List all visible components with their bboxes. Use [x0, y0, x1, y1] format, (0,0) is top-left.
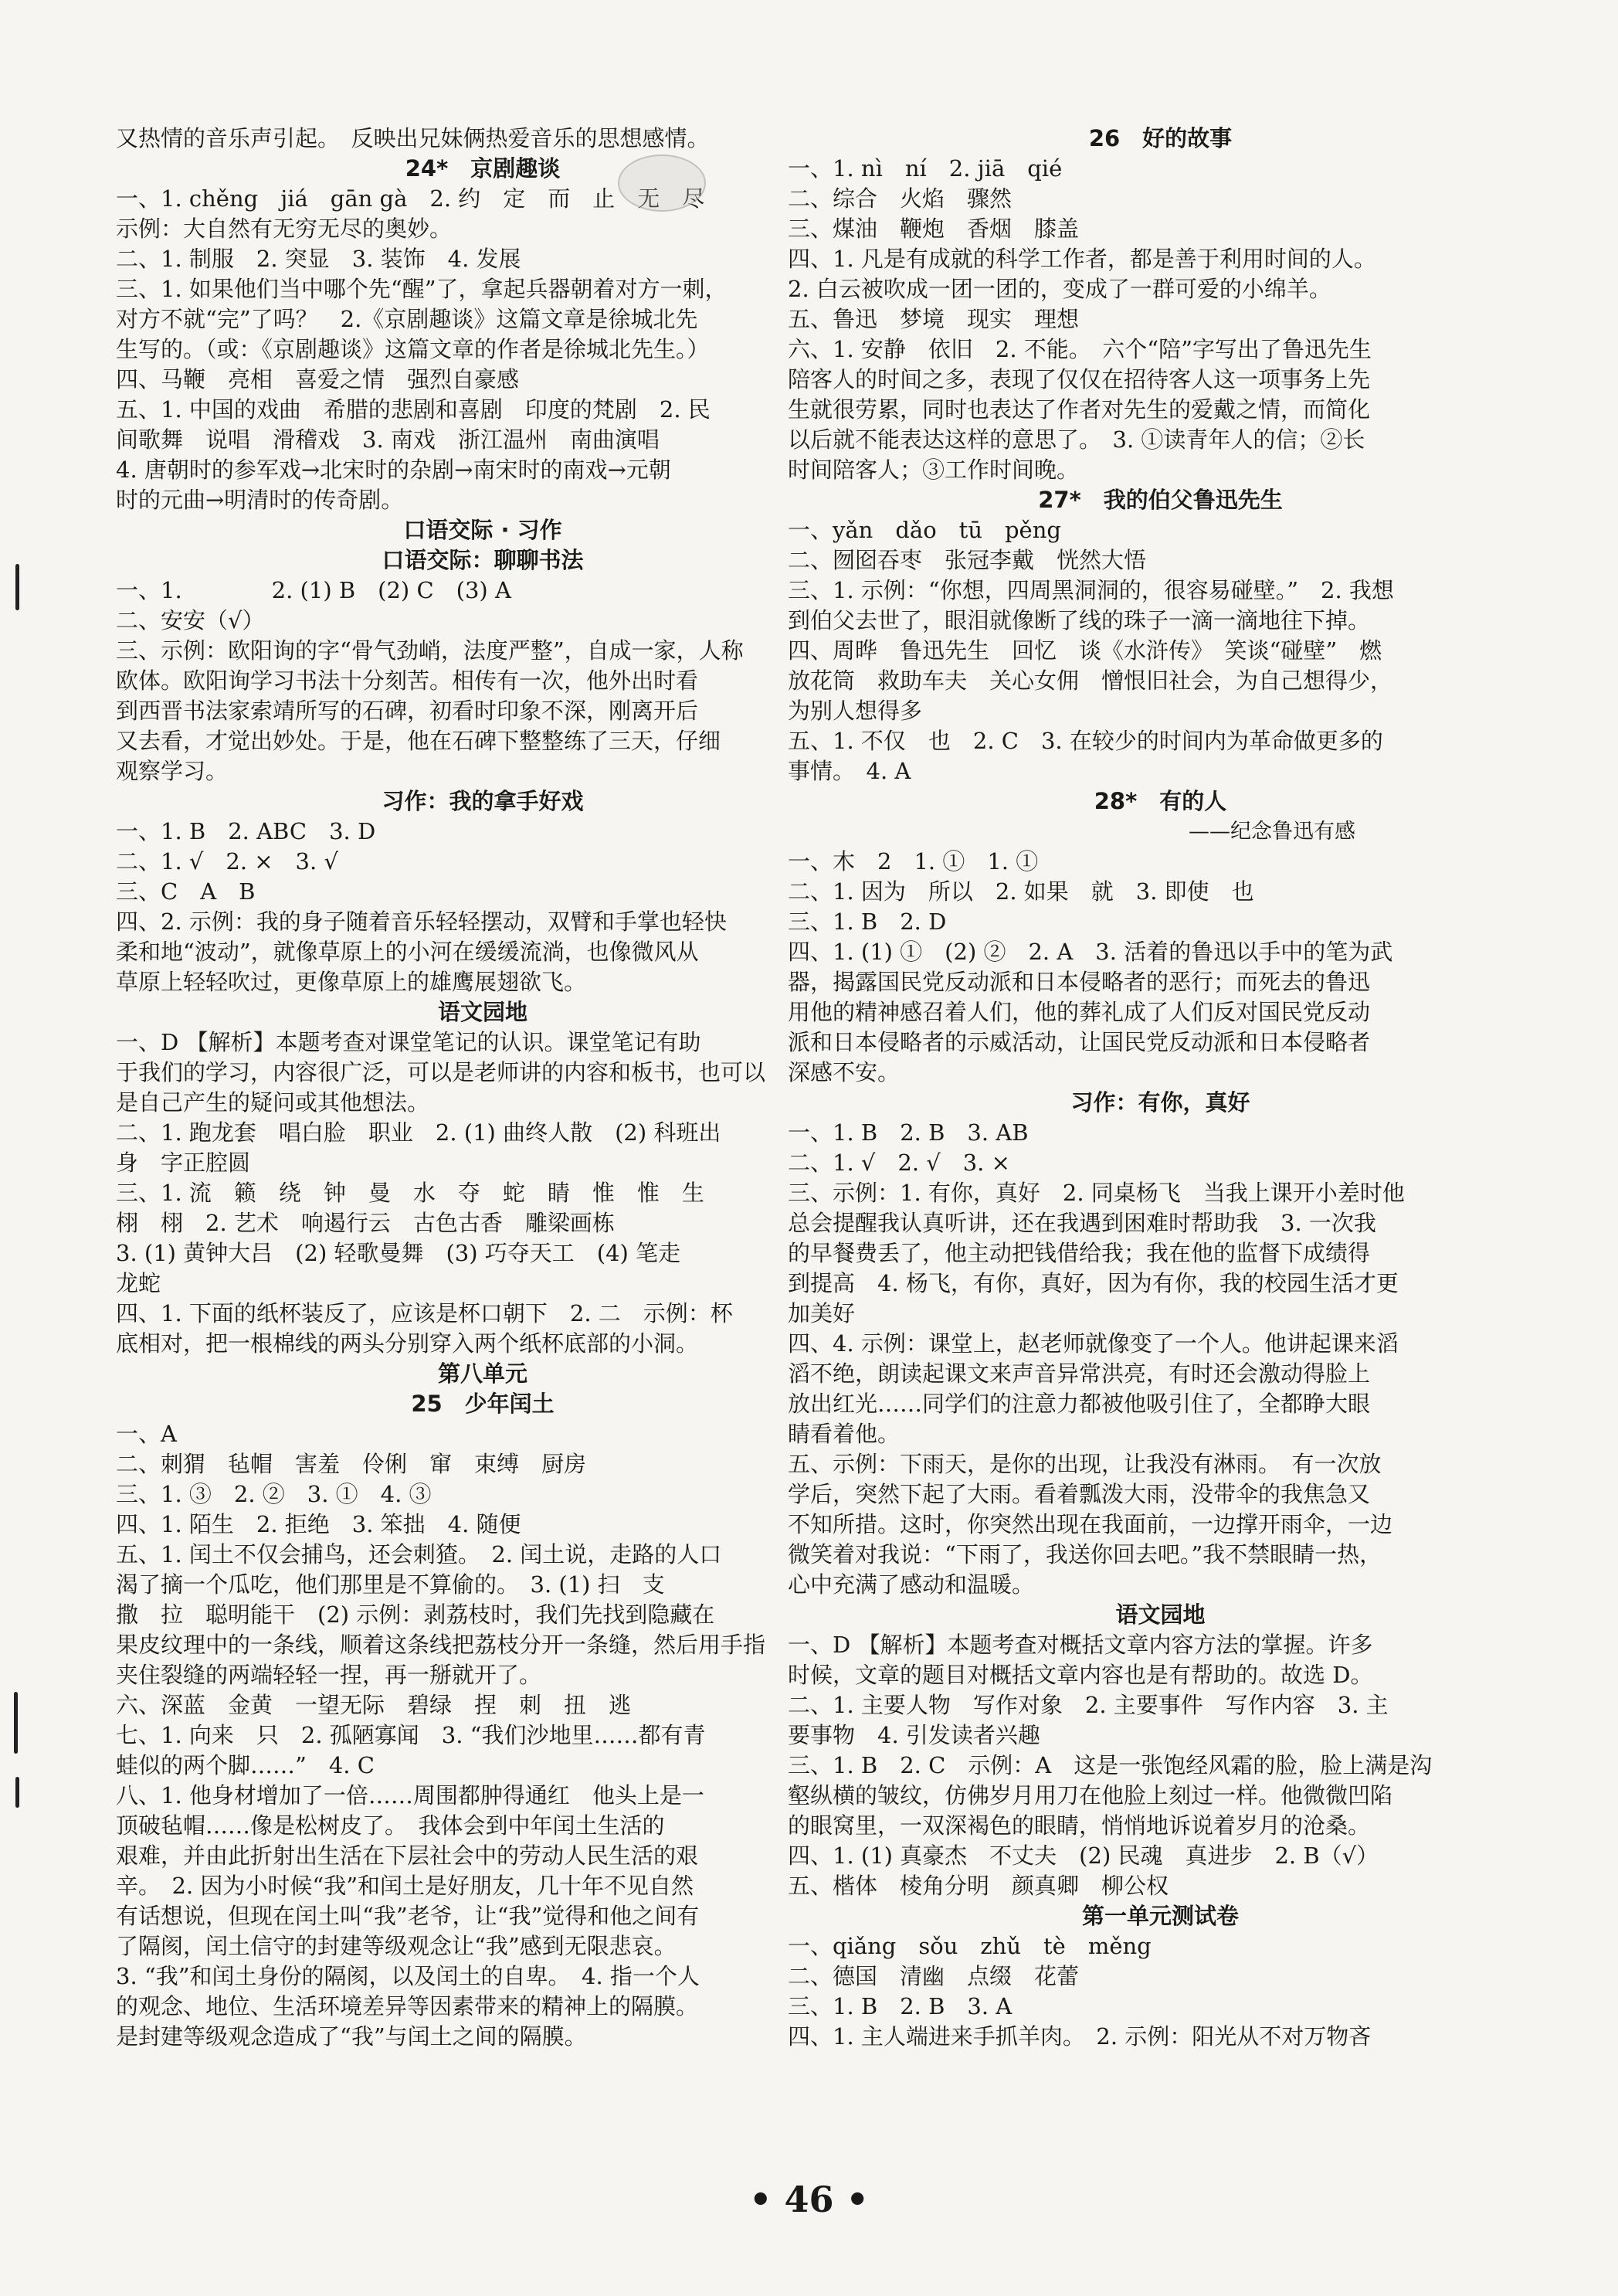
answer-line: 对方不就“完”了吗？ 2.《京剧趣谈》这篇文章是徐城北先: [116, 306, 698, 332]
answer-line: 五、1. 中国的戏曲 希腊的悲剧和喜剧 印度的梵剧 2. 民: [116, 396, 711, 423]
answer-line: 五、楷体 棱角分明 颜真卿 柳公权: [788, 1873, 1169, 1899]
answer-line: 三、C A B: [116, 878, 256, 905]
answer-line: 一、A: [116, 1421, 177, 1447]
page-number: • 46 •: [749, 2179, 869, 2220]
answer-line: 三、1. 流 籁 绕 钟 曼 水 夺 蛇 睛 惟 惟 生: [116, 1180, 704, 1206]
answer-line: 生写的。（或：《京剧趣谈》这篇文章的作者是徐城北先生。）: [116, 336, 710, 362]
answer-line: 四、1. 下面的纸杯装反了，应该是杯口朝下 2. 二 示例：杯: [116, 1300, 733, 1326]
answer-line: 睛看着他。: [788, 1421, 901, 1447]
answer-line: 微笑着对我说：“下雨了，我送你回去吧。”我不禁眼睛一热，: [788, 1541, 1382, 1567]
answer-line: 夹住裂缝的两端轻轻一捏，再一掰就开了。: [116, 1662, 542, 1688]
answer-line: 用他的精神感召着人们，他的葬礼成了人们反对国民党反动: [788, 999, 1371, 1025]
answer-line: 一、qiǎng sǒu zhǔ tè měng: [788, 1933, 1152, 1959]
answer-line: 四、马鞭 亮相 喜爱之情 强烈自豪感: [116, 366, 520, 392]
answer-line: 六、深蓝 金黄 一望无际 碧绿 捏 刺 扭 逃: [116, 1692, 632, 1718]
answer-line: 渴了摘一个瓜吃，他们那里是不算偷的。 3. (1) 扫 支: [116, 1571, 665, 1598]
answer-line: 三、1. ③ 2. ② 3. ① 4. ③: [116, 1481, 432, 1507]
answer-line: 二、1. 主要人物 写作对象 2. 主要事件 写作内容 3. 主: [788, 1692, 1389, 1718]
answer-line: 二、1. √ 2. × 3. √: [116, 848, 338, 875]
answer-line: 深感不安。: [788, 1059, 901, 1085]
answer-line: 学后，突然下起了大雨。看着瓢泼大雨，没带伞的我焦急又: [788, 1481, 1371, 1507]
answer-line: 间歌舞 说唱 滑稽戏 3. 南戏 浙江温州 南曲演唱: [116, 426, 660, 453]
answer-line: 一、1. chěng jiá gān gà 2. 约 定 而 止 无 尽: [116, 185, 705, 212]
answer-line: 一、1. B 2. ABC 3. D: [116, 818, 376, 844]
answer-line: 派和日本侵略者的示威活动，让国民党反动派和日本侵略者: [788, 1029, 1371, 1055]
answer-line: 加美好: [788, 1300, 856, 1326]
answer-line: 三、1. 如果他们当中哪个先“醒”了，拿起兵器朝着对方一刺，: [116, 276, 728, 302]
answer-line: 三、1. B 2. B 3. A: [788, 1993, 1013, 2019]
answer-line: 柔和地“波动”，就像草原上的小河在缓缓流淌，也像微风从: [116, 939, 699, 965]
scan-mark: [15, 1777, 19, 1808]
answer-line: 又热情的音乐声引起。 反映出兄妹俩热爱音乐的思想感情。: [116, 125, 710, 151]
section-heading: 28* 有的人: [1094, 788, 1227, 814]
answer-line: 到西晋书法家索靖所写的石碑，初看时印象不深，刚离开后: [116, 698, 699, 724]
answer-line: 龙蛇: [116, 1270, 161, 1296]
answer-line: 二、1. √ 2. √ 3. ×: [788, 1150, 1010, 1176]
right-column: [788, 124, 1533, 2052]
answer-line: 4. 唐朝时的参军戏→北宋时的杂剧→南宋时的南戏→元朝: [116, 457, 671, 483]
answer-line: 一、1. nì ní 2. jiā qié: [788, 155, 1063, 182]
section-heading: 25 少年闰土: [411, 1391, 555, 1417]
section-heading: 27* 我的伯父鲁迅先生: [1038, 487, 1283, 513]
answer-line: 滔不绝，朗读起课文来声音异常洪亮，有时还会激动得脸上: [788, 1360, 1371, 1387]
answer-line: 一、木 2 1. ① 1. ①: [788, 848, 1039, 875]
answer-line: 三、示例：1. 有你，真好 2. 同桌杨飞 当我上课开小差时他: [788, 1180, 1405, 1206]
answer-line: 的眼窝里，一双深褐色的眼睛，悄悄地诉说着岁月的沧桑。: [788, 1812, 1371, 1839]
answer-line: 3. “我”和闰土身份的隔阂，以及闰土的自卑。 4. 指一个人: [116, 1963, 700, 1989]
section-heading: 习作：我的拿手好戏: [382, 788, 584, 814]
answer-line: 四、1. 凡是有成就的科学工作者，都是善于利用时间的人。: [788, 246, 1376, 272]
answer-line: 艰难，并由此折射出生活在下层社会中的劳动人民生活的艰: [116, 1843, 699, 1869]
answer-line: 又去看，才觉出妙处。于是，他在石碑下整整练了三天，仔细: [116, 728, 721, 754]
answer-line: 蛙似的两个脚……” 4. C: [116, 1752, 375, 1778]
answer-line: 四、2. 示例：我的身子随着音乐轻轻摆动，双臂和手掌也轻快: [116, 909, 727, 935]
answer-line: 以后就不能表达这样的意思了。 3. ①读青年人的信；②长: [788, 426, 1365, 453]
answer-line: 三、1. B 2. D: [788, 909, 947, 935]
answer-line: 二、刺猬 毡帽 害羞 伶俐 窜 束缚 厨房: [116, 1451, 587, 1477]
section-heading: 第一单元测试卷: [1081, 1903, 1239, 1929]
answer-line: 五、1. 闰土不仅会捕鸟，还会刺猹。 2. 闰土说，走路的人口: [116, 1541, 722, 1567]
answer-line: 四、1. 主人端进来手抓羊肉。 2. 示例：阳光从不对万物吝: [788, 2023, 1372, 2050]
answer-line: 四、1. (1) 真豪杰 不丈夫 (2) 民魂 真进步 2. B（√）: [788, 1843, 1379, 1869]
answer-line: 二、囫囵吞枣 张冠李戴 恍然大悟: [788, 547, 1147, 573]
answer-line: 的早餐费丢了，他主动把钱借给我；我在他的监督下成绩得: [788, 1240, 1371, 1266]
answer-line: 一、yǎn dǎo tū pěng: [788, 517, 1061, 543]
section-heading: 口语交际：聊聊书法: [382, 547, 584, 573]
answer-line: 为别人想得多: [788, 698, 923, 724]
answer-line: 五、鲁迅 梦境 现实 理想: [788, 306, 1080, 332]
answer-line: 果皮纹理中的一条线，顺着这条线把荔枝分开一条缝，然后用手指: [116, 1632, 766, 1658]
answer-line: 底相对，把一根棉线的两头分别穿入两个纸杯底部的小洞。: [116, 1330, 699, 1357]
answer-line: 是自己产生的疑问或其他想法。: [116, 1089, 430, 1116]
answer-line: 五、1. 不仅 也 2. C 3. 在较少的时间内为革命做更多的: [788, 728, 1383, 754]
answer-line: 二、德国 清幽 点缀 花蕾: [788, 1963, 1080, 1989]
answer-line: 放出红光……同学们的注意力都被他吸引住了，全都睁大眼: [788, 1391, 1371, 1417]
answer-line: 五、示例：下雨天，是你的出现，让我没有淋雨。 有一次放: [788, 1451, 1382, 1477]
answer-line: 时间陪客人；③工作时间晚。: [788, 457, 1080, 483]
answer-line: 了隔阂，闰土信守的封建等级观念让“我”感到无限悲哀。: [116, 1933, 677, 1959]
answer-line: 一、D 【解析】本题考查对概括文章内容方法的掌握。许多: [788, 1632, 1373, 1658]
answer-line: 到提高 4. 杨飞，有你，真好，因为有你，我的校园生活才更: [788, 1270, 1399, 1296]
watermark-stamp: [618, 155, 706, 212]
answer-line: 要事物 4. 引发读者兴趣: [788, 1722, 1040, 1748]
answer-line: 四、4. 示例：课堂上，赵老师就像变了一个人。他讲起课来滔: [788, 1330, 1399, 1357]
answer-line: 栩 栩 2. 艺术 响遏行云 古色古香 雕梁画栋: [116, 1210, 615, 1236]
answer-line: 三、1. 示例：“你想，四周黑洞洞的，很容易碰壁。” 2. 我想: [788, 577, 1394, 603]
answer-line: 二、1. 制服 2. 突显 3. 装饰 4. 发展: [116, 246, 521, 272]
answer-line: 示例：大自然有无穷无尽的奥妙。: [116, 216, 453, 242]
answer-line: 总会提醒我认真听讲，还在我遇到困难时帮助我 3. 一次我: [788, 1210, 1376, 1236]
answer-line: 于我们的学习，内容很广泛，可以是老师讲的内容和板书，也可以: [116, 1059, 766, 1085]
answer-line: 撒 拉 聪明能干 (2) 示例：剥荔枝时，我们先找到隐藏在: [116, 1601, 715, 1628]
answer-line: 四、1. (1) ① (2) ② 2. A 3. 活着的鲁迅以手中的笔为武: [788, 939, 1393, 965]
answer-line: 三、煤油 鞭炮 香烟 膝盖: [788, 216, 1080, 242]
answer-line: 草原上轻轻吹过，更像草原上的雄鹰展翅欲飞。: [116, 969, 587, 995]
answer-line: 壑纵横的皱纹，仿佛岁月用刀在他脸上刻过一样。他微微凹陷: [788, 1782, 1393, 1809]
answer-line: 到伯父去世了，眼泪就像断了线的珠子一滴一滴地往下掉。: [788, 607, 1371, 633]
scan-mark: [14, 1692, 18, 1754]
section-heading: 习作：有你，真好: [1070, 1089, 1250, 1116]
answer-line: 四、周晔 鲁迅先生 回忆 谈《水浒传》 笑谈“碰壁” 燃: [788, 637, 1382, 664]
section-heading: 24* 京剧趣谈: [405, 155, 561, 182]
answer-line: 2. 白云被吹成一团一团的，变成了一群可爱的小绵羊。: [788, 276, 1331, 302]
section-heading: 第八单元: [437, 1360, 527, 1387]
answer-line: 时候，文章的题目对概括文章内容也是有帮助的。故选 D。: [788, 1662, 1373, 1688]
answer-line: 三、1. B 2. C 示例：A 这是一张饱经风霜的脸，脸上满是沟: [788, 1752, 1433, 1778]
answer-line: 3. (1) 黄钟大吕 (2) 轻歌曼舞 (3) 巧夺天工 (4) 笔走: [116, 1240, 681, 1266]
answer-line: 放花筒 救助车夫 关心女佣 憎恨旧社会，为自己想得少，: [788, 667, 1393, 694]
answer-line: 四、1. 陌生 2. 拒绝 3. 笨拙 4. 随便: [116, 1511, 521, 1537]
left-column: [116, 124, 850, 2052]
answer-line: 一、1. 2. (1) B (2) C (3) A: [116, 577, 511, 603]
answer-line: 有话想说，但现在闰土叫“我”老爷，让“我”觉得和他之间有: [116, 1903, 700, 1929]
section-heading: 口语交际 · 习作: [403, 517, 562, 543]
answer-line: 二、综合 火焰 骤然: [788, 185, 1013, 212]
answer-line: 事情。 4. A: [788, 758, 911, 784]
answer-line: 欧体。欧阳询学习书法十分刻苦。相传有一次，他外出时看: [116, 667, 699, 694]
answer-line: 顶破毡帽……像是松树皮了。 我体会到中年闰土生活的: [116, 1812, 665, 1839]
answer-line: 时的元曲→明清时的传奇剧。: [116, 487, 404, 513]
answer-line: 二、1. 跑龙套 唱白脸 职业 2. (1) 曲终人散 (2) 科班出: [116, 1119, 721, 1146]
answer-line: 不知所措。这时，你突然出现在我面前，一边撑开雨伞，一边: [788, 1511, 1393, 1537]
answer-line: 陪客人的时间之多，表现了仅仅在招待客人这一项事务上先: [788, 366, 1371, 392]
answer-line: 器，揭露国民党反动派和日本侵略者的恶行；而死去的鲁迅: [788, 969, 1371, 995]
answer-line: 七、1. 向来 只 2. 孤陋寡闻 3. “我们沙地里……都有青: [116, 1722, 706, 1748]
section-heading: 语文园地: [1115, 1601, 1206, 1628]
answer-line: 六、1. 安静 依旧 2. 不能。 六个“陪”字写出了鲁迅先生: [788, 336, 1372, 362]
answer-line: 八、1. 他身材增加了一倍……周围都肿得通红 他头上是一: [116, 1782, 704, 1809]
answer-line: 二、1. 因为 所以 2. 如果 就 3. 即使 也: [788, 878, 1254, 905]
answer-line: 二、安安（√）: [116, 607, 265, 633]
answer-line: 生就很劳累，同时也表达了作者对先生的爱戴之情，而简化: [788, 396, 1371, 423]
answer-line: 身 字正腔圆: [116, 1150, 251, 1176]
answer-line: 一、1. B 2. B 3. AB: [788, 1119, 1029, 1146]
answer-line: 观察学习。: [116, 758, 229, 784]
scan-mark: [15, 564, 19, 610]
answer-line: 一、D 【解析】本题考查对课堂笔记的认识。课堂笔记有助: [116, 1029, 701, 1055]
section-heading: 语文园地: [437, 999, 527, 1025]
answer-line: 是封建等级观念造成了“我”与闰土之间的隔膜。: [116, 2023, 587, 2050]
answer-line: 三、示例：欧阳询的字“骨气劲峭，法度严整”，自成一家，人称: [116, 637, 744, 664]
section-heading: 26 好的故事: [1088, 125, 1233, 151]
answer-line: 辛。 2. 因为小时候“我”和闰土是好朋友，几十年不见自然: [116, 1873, 694, 1899]
section-subtitle: ——纪念鲁迅有感: [1189, 820, 1355, 844]
answer-line: 心中充满了感动和温暖。: [788, 1571, 1035, 1598]
answer-line: 的观念、地位、生活环境差异等因素带来的精神上的隔膜。: [116, 1993, 699, 2019]
